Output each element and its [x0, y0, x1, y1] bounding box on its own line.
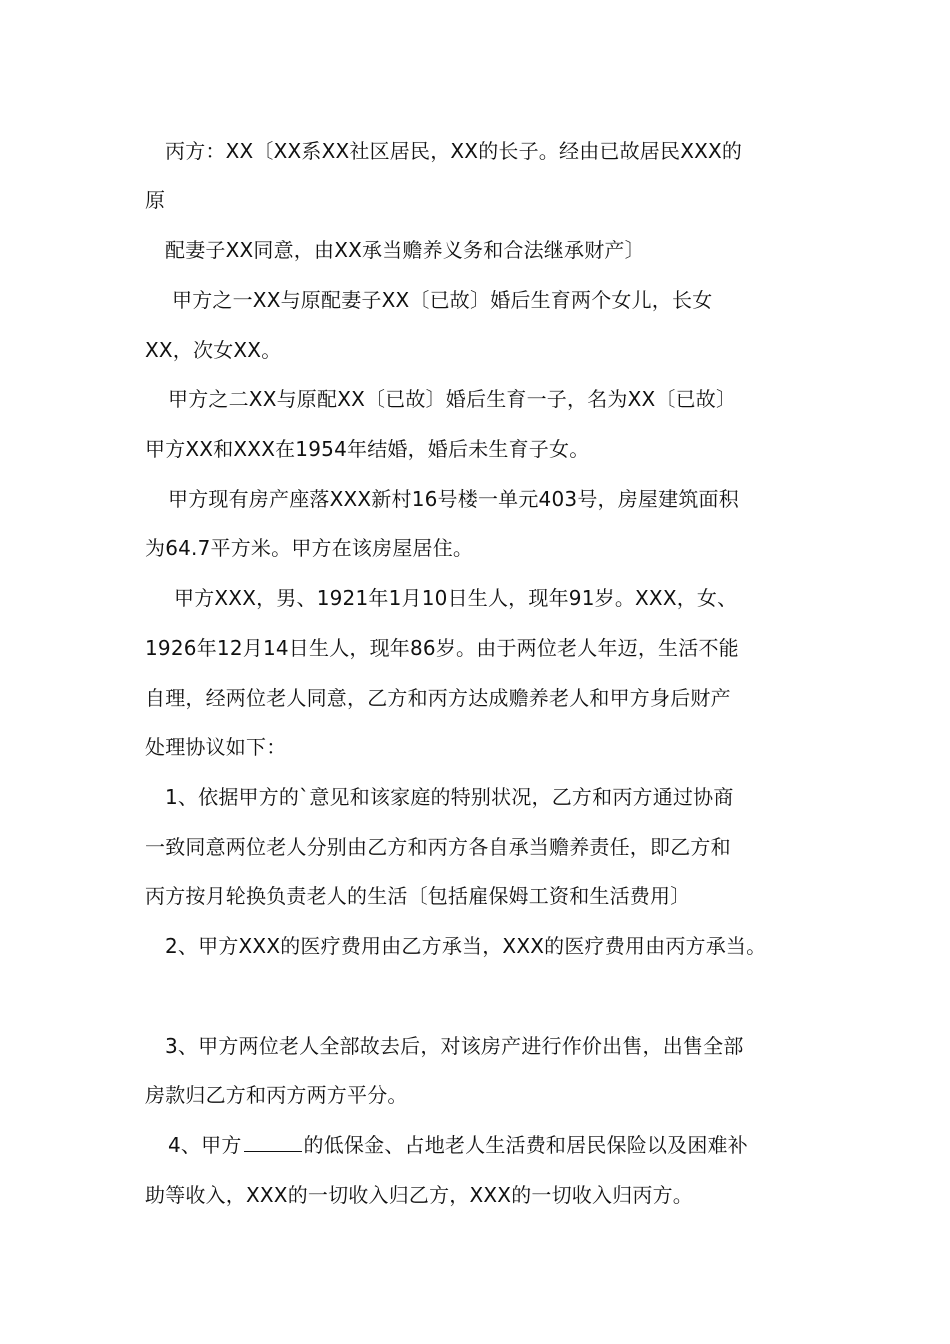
text-line: 处理协议如下：	[145, 735, 287, 759]
text-line: 甲方之一XX与原配妻子XX〔已故〕婚后生育两个女儿，长女	[172, 288, 713, 312]
text-line: 为64.7平方米。甲方在该房屋居住。	[145, 536, 474, 560]
text-line: 房款归乙方和丙方两方平分。	[145, 1083, 408, 1107]
text-line: 助等收入，XXX的一切收入归乙方，XXX的一切收入归丙方。	[145, 1183, 694, 1207]
text-line: 丙方按月轮换负责老人的生活〔包括雇保姆工资和生活费用〕	[145, 884, 691, 908]
text-line: 一致同意两位老人分别由乙方和丙方各自承当赡养责任，即乙方和	[145, 835, 731, 859]
text-line: 1、依据甲方的`意见和该家庭的特别状况，乙方和丙方通过协商	[165, 785, 734, 809]
blank-underline	[244, 1131, 302, 1152]
text-line: 甲方XXX，男、1921年1月10日生人，现年91岁。XXX，女、	[174, 586, 738, 610]
text-line: 丙方：XX〔XX系XX社区居民，XX的长子。经由已故居民XXX的	[165, 139, 743, 163]
text-line: XX，次女XX。	[145, 338, 282, 362]
text-line: 甲方XX和XXX在1954年结婚，婚后未生育子女。	[145, 437, 590, 461]
text-segment: 的低保金、占地老人生活费和居民保险以及困难补	[303, 1133, 748, 1157]
text-line: 3、甲方两位老人全部故去后，对该房产进行作价出售，出售全部	[165, 1034, 744, 1058]
text-line: 甲方之二XX与原配XX〔已故〕婚后生育一子，名为XX〔已故〕	[168, 387, 737, 411]
text-segment: 4、甲方	[168, 1133, 242, 1157]
text-line: 原	[145, 188, 166, 212]
text-line	[168, 1131, 748, 1159]
text-line: 自理，经两位老人同意，乙方和丙方达成赡养老人和甲方身后财产	[145, 686, 731, 710]
text-line: 配妻子XX同意，由XX承当赡养义务和合法继承财产〕	[165, 238, 645, 262]
text-line: 1926年12月14日生人，现年86岁。由于两位老人年迈，生活不能	[145, 636, 739, 660]
text-line: 甲方现有房产座落XXX新村16号楼一单元403号，房屋建筑面积	[168, 487, 739, 511]
text-line: 2、甲方XXX的医疗费用由乙方承当，XXX的医疗费用由丙方承当。	[165, 934, 767, 958]
